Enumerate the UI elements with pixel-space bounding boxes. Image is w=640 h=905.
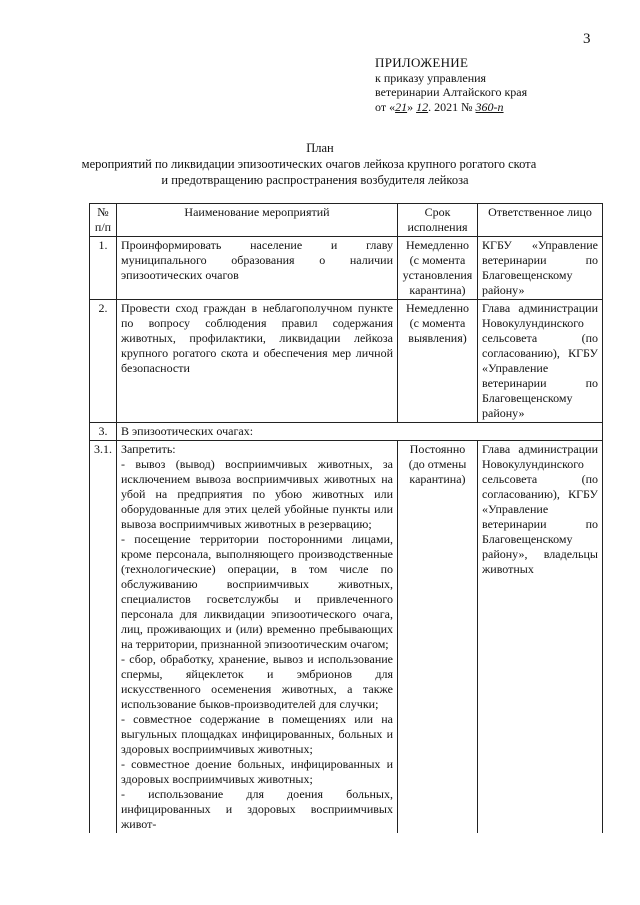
row-number: 1.: [90, 237, 117, 300]
row-term: Немедленно (с момента выявления): [398, 300, 478, 423]
header-responsible: Ответственное лицо: [478, 204, 603, 237]
table-row: [90, 237, 603, 300]
row-term: Постоянно (до отмены карантина): [398, 441, 478, 834]
row-action: Проинформировать население и главу муниципального образования о наличии эпизоотических очагов: [117, 237, 398, 300]
plan-title: План: [306, 141, 334, 155]
row-responsible: Глава администрации Новокулундинского сельсовета (по согласованию), КГБУ «Управление ветеринарии по Благовещенскому району»: [478, 300, 603, 423]
appendix-title: ПРИЛОЖЕНИЕ: [375, 55, 469, 70]
order-number: 360-п: [475, 99, 504, 114]
appendix-line-1: к приказу управления: [375, 70, 487, 85]
header-action: Наименование мероприятий: [117, 204, 398, 237]
row-action: [117, 441, 398, 834]
appendix-block: [375, 56, 527, 114]
date-year: . 2021 №: [428, 99, 476, 114]
list-item: - использование для доения больных, инфицированных и здоровых восприимчивых живот-: [121, 787, 393, 831]
appendix-line-2: ветеринарии Алтайского края: [375, 85, 528, 99]
list-item: - посещение территории посторонними лицами, кроме персонала, выполняющего производственные (технологические) операции, в том числе по обслуживанию восприимчивых животных, специалистов госветслужбы и привлеченного персонала для ликвидации эпизоотического очага, лиц, проживающих и (или) временно пребывающих на территории, признанной эпизоотическим очагом;: [121, 532, 393, 651]
row-number: 3.: [90, 423, 117, 441]
list-item: - совместное доение больных, инфицированных и здоровых восприимчивых животных;: [121, 757, 393, 786]
row-term: Немедленно (с момента установления карантина): [398, 237, 478, 300]
list-item: - вывоз (вывод) восприимчивых животных, за исключением вывоза восприимчивых животных на убой на предприятия по убою животных или оборудованные для этих целей убойные пункты или вывоза восприимчивых животных в резервацию;: [121, 457, 393, 531]
row-responsible: Глава администрации Новокулундинского сельсовета (по согласованию), КГБУ «Управление ветеринарии по Благовещенскому району», владельцы животных: [478, 441, 603, 834]
table-header-row: [90, 204, 603, 237]
appendix-date-line: [375, 100, 527, 115]
table-row: [90, 423, 603, 441]
measures-table: [89, 203, 603, 833]
row-number: 3.1.: [90, 441, 117, 834]
header-term: Срок исполнения: [398, 204, 478, 237]
row-action: Провести сход граждан в неблагополучном пункте по вопросу соблюдения правил содержания животных, профилактики, ликвидации лейкоза крупного рогатого скота и обеспечения мер личной безопасности: [117, 300, 398, 423]
date-month: 12: [416, 99, 429, 114]
plan-subtitle-1: мероприятий по ликвидации эпизоотических очагов лейкоза крупного рогатого скота: [81, 157, 537, 171]
row-number: 2.: [90, 300, 117, 423]
plan-subtitle-2: и предотвращению распространения возбудителя лейкоза: [161, 173, 469, 187]
header-number: № п/п: [90, 204, 117, 237]
date-day: 21: [395, 99, 408, 114]
date-mid: »: [407, 99, 417, 114]
list-item: - совместное содержание в помещениях или на выгульных площадках инфицированных, больных и здоровых восприимчивых животных;: [121, 712, 393, 756]
action-title: Запретить:: [121, 442, 176, 456]
table-row: [90, 441, 603, 834]
list-item: - сбор, обработку, хранение, вывоз и использование спермы, яйцеклеток и эмбрионов для искусственного осеменения животных, а также использование быков-производителей для случки;: [121, 652, 393, 711]
row-section-title: В эпизоотических очагах:: [117, 423, 603, 441]
page-number: 3: [583, 31, 591, 47]
table-row: [90, 300, 603, 423]
row-responsible: КГБУ «Управление ветеринарии по Благовещенскому району»: [478, 237, 603, 300]
date-prefix: от «: [375, 99, 396, 114]
plan-heading: [0, 140, 640, 188]
